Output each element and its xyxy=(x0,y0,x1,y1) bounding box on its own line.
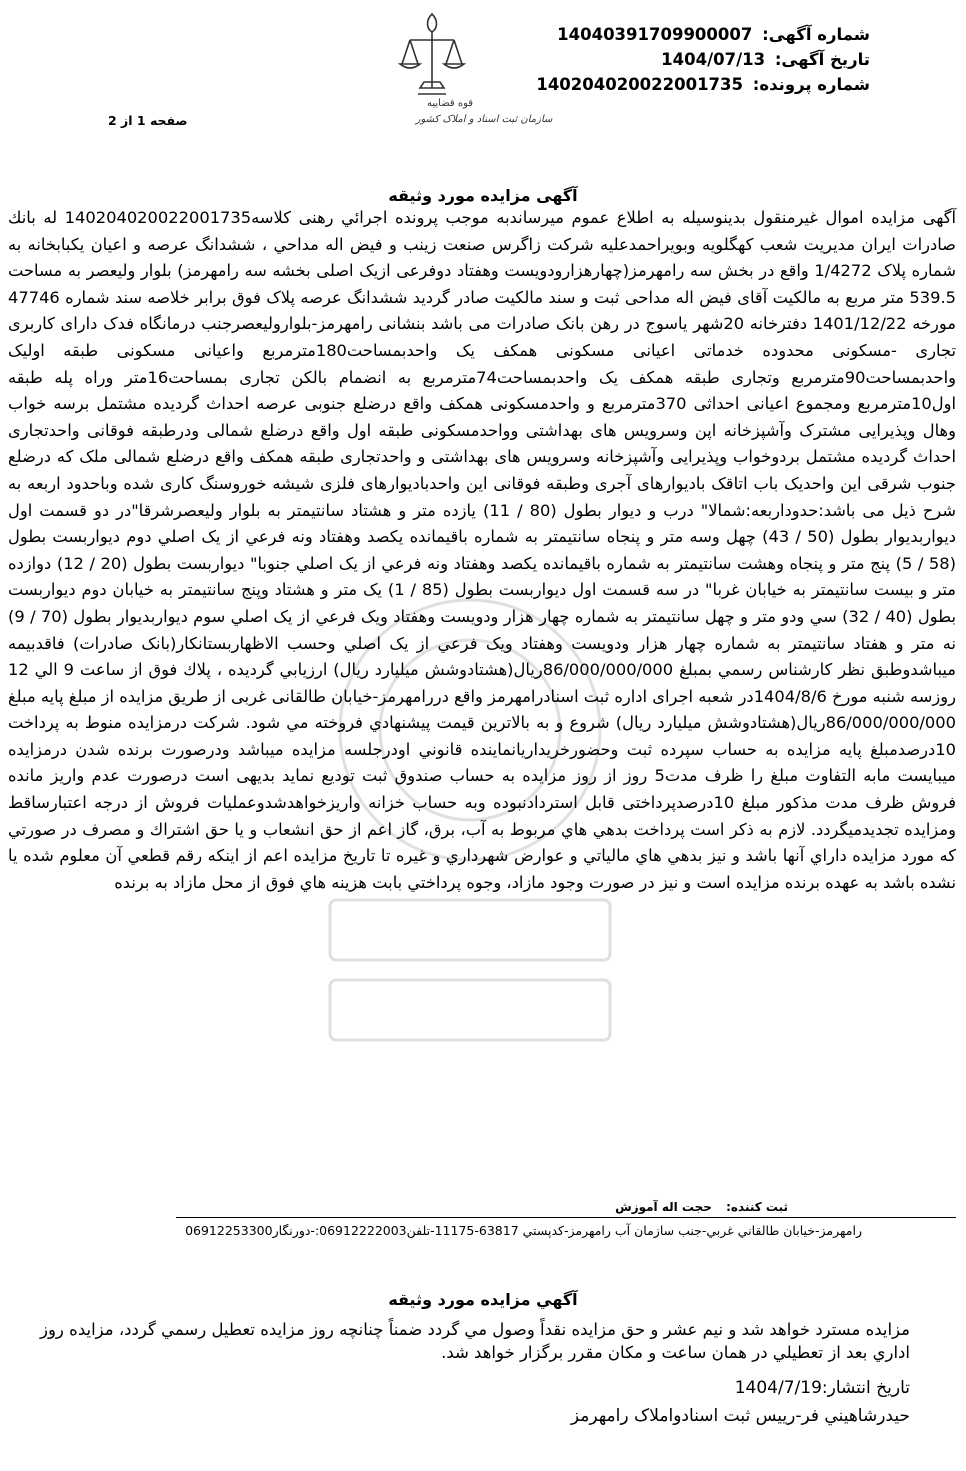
divider xyxy=(176,1217,956,1218)
file-number-label: شماره پرونده: xyxy=(752,75,870,94)
org-line1: قوه قضاییه xyxy=(426,98,474,109)
notice2-title: آگهي مزايده مورد وثيقه xyxy=(388,1290,578,1309)
pub-date: 1404/7/19 xyxy=(734,1378,822,1398)
registrant-label: ثبت كننده: xyxy=(726,1200,788,1214)
notice-title: آگهی مزایده مورد وثیقه xyxy=(388,186,578,205)
office-address: رامهرمز-خيابان طالقاني غربي-جنب سازمان آب رامهرمز-كدپستي 63817-11175-تلفن06912222003:-دورنگار06912253300 xyxy=(185,1223,862,1238)
notice-body-text: آگهی مزایده اموال غیرمنقول بدینوسیله به اطلاع عموم میرساندبه موجب پرونده اجرائي رهنی کلاسه140204020022001735 له بانك صادرات ایران مدیریت شعب کهگلویه وبویراحمدعلیه شرکت زاگرس صنعت زینب و فیض اله مداحي ، ششدانگ عرصه و اعیان یکبابخانه به شماره پلاک 1/4272 واقع در بخش سه رامهرمز(چهارهزارودویست وهفتاد دوفرعی ازیک اصلی بخشه سه رامهرمز) بلوار ولیعصر به مساحت 539.5 متر مربع به مالکیت آقای فیض اله مداحی ثبت و سند مالکیت صادر گردید ششدانگ عرصه پلاک فوق برابر خلاصه سند شماره 47746 مورخه 1401/12/22 دفترخانه 20شهر یاسوج در رهن بانک صادرات می باشد بنشانی رامهرمز-بلواروليعصرجنب درمانگاه فدک دارای کاربری تجاری -مسکونی محدوده خدماتی اعیانی مسکونی همکف یک واحدبمساحت180مترمربع واعیانی مسکونی طبقه اولیک واحدبمساحت90مترمربع وتجاری طبقه همکف یک واحدبمساحت74مترمربع به انضمام بالکن تجاری بمساحت16متر وراه پله طبقه اول10مترمربع ومجموع اعیانی احداثی 370مترمربع و واحدمسکونی همکف واقع درضلع جنوبی عرصه احداث گردیده مشتمل برسه خواب وهال وپذیرایی مشترک وآشپزخانه اپن وسرویس های بهداشتی وواحدمسکونی طبقه اول واقع درضلع شمالی ودرطبقه فوقانی واحدتجاری احداث گردیده مشتمل بردوخواب وپذیرایی وآشپزخانه وسرویس های بهداشتی و واحدتجاری طبقه همکف واقع درضلع شمالی ملک که درضلع جنوب شرقی این واحدیک باب اتاقک بادیوارهای آجری وطبقه فوقانی این واحدبادیوارهای فلزی شیشه خوروسنگ کاری شده وباحدود اربعه به شرح ذیل می باشد:حدوداربعه:شمالا" درب و دیوار بطول (80 / 11) یازده متر و هشتاد سانتیمتر به بلوار ولیعصرشرقا"در دو قسمت اول دیواربدیوار بطول (50 / 43) چهل وسه متر و پنجاه سانتیمتر به شماره باقیمانده یکصد وهفتاد ونه فرعي از يک اصلي دوم دیواربست بطول (58 / 5) پنج متر و پنجاه وهشت سانتیمتر به شماره باقیمانده یکصد وهفتاد ونه فرعي از يک اصلي جنوبا" دیواربست بطول (20 / 12) دوازده متر و بيست سانتيمتر به خیابان غربا" در سه قسمت اول دیواربست بطول (85 / 1) یک متر و هشتاد وپنج سانتیمتر به خیابان دوم دیواربست بطول (40 / 32) سي ودو متر و چهل سانتیمتر به شماره چهار هزار ودویست وهفتاد ویک فرعي از يک اصلي سوم دیواربدیوار بطول (70 / 9) نه متر و هفتاد سانتیمتر به شماره چهار هزار ودويست وهفتاد ويک فرعي از يک اصلي وحسب الاظهاربستانکار(بانک صادرات) فاقدبیمه میباشدوطبق نظر کارشناس رسمي بمبلغ 86/000/000/000ریال(هشتادوشش میلیارد ریال) ارزیابي گرديده ، پلاك فوق از ساعت 9 الي 12 روزسه شنبه مورخ 1404/8/6در شعبه اجرای اداره ثبت اسنادرامهرمز واقع دررامهرمز-خیابان طالقانی غربی از طريق مزايده از مبلغ پايه مبلغ 86/000/000/000ريال(هشتادوشش میلیارد ريال) شروع و به بالاترين قيمت پيشنهادي فروخته مي شود. شركت درمزايده منوط به پرداخت 10درصدمبلغ پايه مزايده به حساب سپرده ثبت وحضورخريداريانماينده قانوني اودرجلسه مزايده ميباشد ودرصورت برنده شدن درمزايده ميبايست مابه التفاوت مبلغ را ظرف مدت5 روز از روز مزايده به حساب صندوق ثبت توديع نمايد بديهی است درصورت عدم واريز مانده فروش ظرف مدت مذكور مبلغ 10درصدپرداختی قابل استردادنبوده وبه حساب خزانه واريزخواهدشدوعمليات فروش از درجه اعتبارساقط ومزايده تجديدميگردد. لازم به ذكر است پرداخت بدهي هاي مربوط به آب، برق، گاز اعم از حق انشعاب و يا حق اشتراك و مصرف در صورتي كه مورد مزايده داراي آنها باشد و نيز بدهي هاي مالياتي و عوارض شهرداري و غيره تا تاريخ مزايده اعم از اينكه رقم قطعي آن معلوم شده يا نشده باشد به عهده برنده مزايده است و نيز در صورت وجود مازاد، وجوه پرداختي بابت هزينه هاي فوق از محل مازاد به برنده xyxy=(8,208,957,892)
registrant xyxy=(615,1200,788,1214)
notice2-body xyxy=(40,1318,910,1364)
file-number: 140204020022001735 xyxy=(536,75,743,94)
ad-number-label: شماره آگهی: xyxy=(762,25,870,44)
registrant-name: حجت اله آموزش xyxy=(615,1200,712,1214)
signer: حيدرشاهيني فر-رييس ثبت اسنادواملاک رامهرمز xyxy=(570,1406,910,1426)
org-line2: سازمان ثبت اسناد و املاک کشور xyxy=(415,114,553,125)
notice2-body-text: مزايده مسترد خواهد شد و نيم عشر و حق مزايده نقداً وصول مي گردد ضمناً چنانچه روز مزايده تعطيل رسمي گردد، مزايده روز اداري بعد از تعطيلي در همان ساعت و مكان مقرر برگزار خواهد شد. xyxy=(40,1320,910,1362)
publication-date xyxy=(735,1378,910,1398)
ad-date-label: تاریخ آگهی: xyxy=(774,50,870,69)
page-number: صفحه 1 از 2 xyxy=(108,113,188,128)
judiciary-emblem-icon xyxy=(392,6,602,126)
ad-date: 1404/07/13 xyxy=(661,50,766,69)
ad-number: 14040391709900007 xyxy=(557,25,753,44)
notice-body xyxy=(8,205,956,896)
pub-date-label: تاريخ انتشار: xyxy=(821,1378,910,1398)
